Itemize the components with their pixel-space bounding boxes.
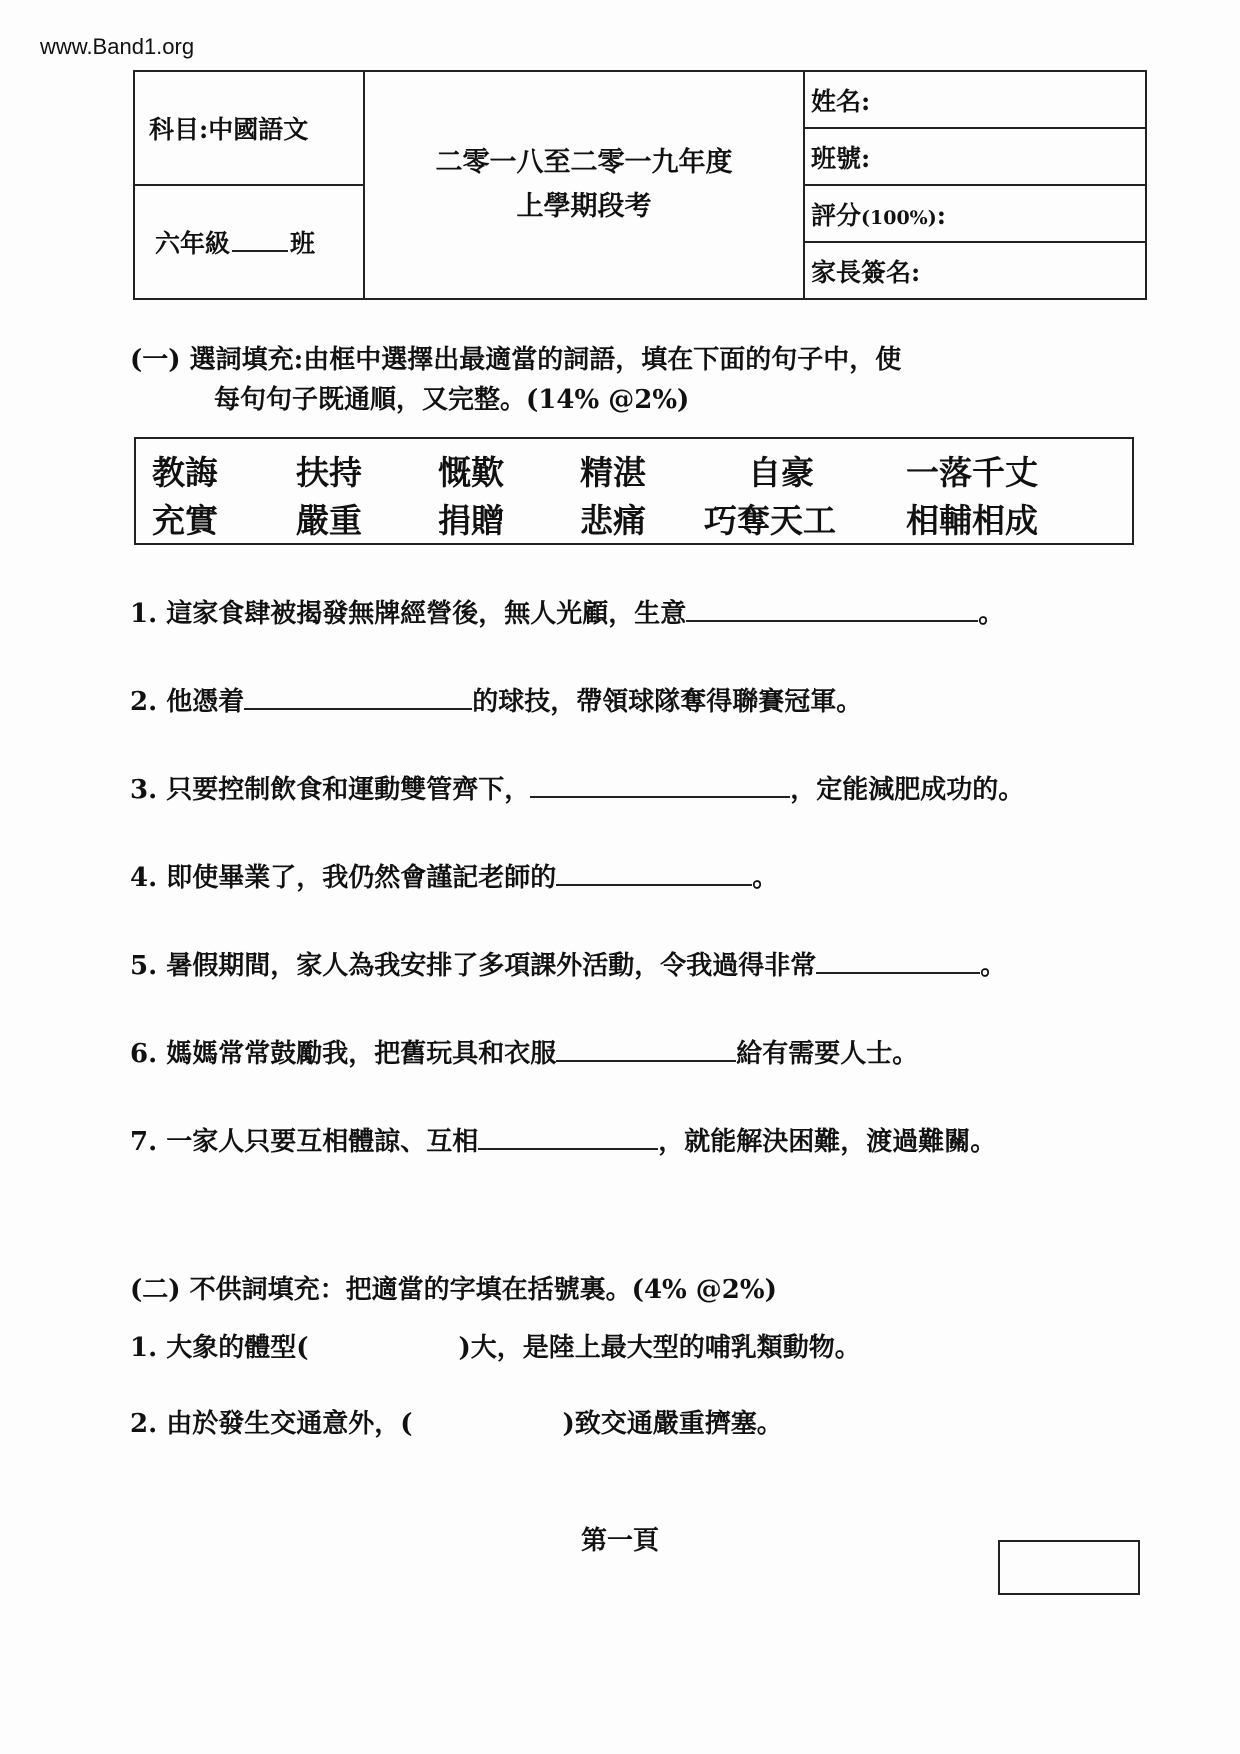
section1-question-7 — [130, 1122, 996, 1160]
section1-question-2 — [130, 682, 862, 720]
word-bank-item: 嚴重 — [296, 501, 362, 540]
word-bank-item: 悲痛 — [580, 501, 646, 540]
section1-heading-line2: 每句句子既通順，又完整。(14% @2%) — [214, 385, 690, 415]
question-text-before: 5. 暑假期間，家人為我安排了多項課外活動，令我過得非常 — [130, 951, 817, 981]
exam-title-line2: 上學期段考 — [516, 191, 652, 222]
exam-header-table — [133, 70, 1147, 300]
watermark-url: www.Band1.org — [40, 34, 195, 59]
name-field[interactable] — [804, 71, 1146, 128]
question-text-after: )致交通嚴重擠塞。 — [562, 1409, 783, 1439]
question-text-after: 給有需要人士。 — [736, 1039, 919, 1069]
answer-blank-2[interactable] — [244, 682, 472, 710]
answer-blank-4[interactable] — [556, 858, 752, 886]
exam-title-line1: 二零一八至二零一九年度 — [435, 147, 733, 178]
grade-prefix: 六年級 — [155, 229, 231, 258]
page-score-box[interactable] — [998, 1540, 1140, 1595]
word-bank-item: 自豪 — [748, 453, 814, 492]
score-percent: (100%) — [861, 206, 937, 229]
page-number: 第一頁 — [580, 1526, 659, 1556]
grade-suffix: 班 — [290, 229, 316, 258]
class-number-label: 班號: — [811, 143, 871, 173]
word-bank-box — [134, 437, 1134, 545]
word-bank-item: 一落千丈 — [906, 453, 1038, 492]
section1-heading — [130, 340, 1130, 420]
question-text-after: ，定能減肥成功的。 — [790, 775, 1025, 805]
answer-blank-1[interactable] — [686, 594, 978, 622]
class-blank[interactable] — [232, 230, 288, 252]
question-text-after: 。 — [980, 951, 1007, 981]
question-text-before: 2. 他憑着 — [130, 687, 245, 717]
word-bank-item: 教誨 — [152, 453, 218, 492]
section2-question-2 — [130, 1406, 783, 1442]
parent-signature-label: 家長簽名: — [811, 257, 921, 287]
section1-question-3 — [130, 770, 1024, 808]
section1-heading-line1: (一) 選詞填充:由框中選擇出最適當的詞語，填在下面的句子中，使 — [130, 345, 902, 375]
section2-heading: (二) 不供詞填充：把適當的字填在括號裏。(4% @2%) — [130, 1275, 777, 1305]
question-text-before: 1. 這家食肆被揭發無牌經營後，無人光顧，生意 — [130, 599, 687, 629]
word-bank-item: 相輔相成 — [906, 501, 1038, 540]
answer-blank-6[interactable] — [556, 1034, 736, 1062]
question-text-after: 。 — [978, 599, 1005, 629]
score-colon: : — [936, 200, 946, 230]
word-bank-item: 精湛 — [580, 453, 646, 492]
answer-blank-5[interactable] — [816, 946, 980, 974]
word-bank-item: 巧奪天工 — [704, 501, 836, 540]
section1-question-1 — [130, 594, 1004, 632]
section2-question-1 — [130, 1330, 861, 1366]
question-text-before: 6. 媽媽常常鼓勵我，把舊玩具和衣服 — [130, 1039, 557, 1069]
parent-signature-field[interactable] — [804, 242, 1146, 299]
word-bank-item: 慨歎 — [438, 453, 504, 492]
class-number-field[interactable] — [804, 128, 1146, 185]
question-text-before: 4. 即使畢業了，我仍然會謹記老師的 — [130, 863, 557, 893]
subject-cell — [134, 71, 364, 185]
name-label: 姓名: — [811, 86, 871, 116]
question-text-before: 1. 大象的體型( — [130, 1333, 309, 1363]
question-text-before: 3. 只要控制飲食和運動雙管齊下， — [130, 775, 531, 805]
word-bank-item: 充實 — [152, 501, 218, 540]
question-text-after: ，就能解決困難，渡過難關。 — [658, 1127, 997, 1157]
exam-title-cell — [364, 71, 804, 299]
subject-label: 科目:中國語文 — [149, 115, 309, 144]
score-field[interactable] — [804, 185, 1146, 242]
question-text-after: 。 — [752, 863, 779, 893]
question-text-before: 7. 一家人只要互相體諒、互相 — [130, 1127, 479, 1157]
section1-question-6 — [130, 1034, 918, 1072]
answer-blank-7[interactable] — [478, 1122, 658, 1150]
question-text-before: 2. 由於發生交通意外，( — [130, 1409, 413, 1439]
section1-question-4 — [130, 858, 778, 896]
answer-blank-3[interactable] — [530, 770, 790, 798]
grade-cell — [134, 185, 364, 299]
section1-question-5 — [130, 946, 1006, 984]
question-text-after: 的球技，帶領球隊奪得聯賽冠軍。 — [472, 687, 863, 717]
word-bank-item: 扶持 — [296, 453, 362, 492]
question-text-after: )大，是陸上最大型的哺乳類動物。 — [458, 1333, 861, 1363]
word-bank-item: 捐贈 — [438, 501, 504, 540]
score-label: 評分 — [811, 200, 862, 230]
